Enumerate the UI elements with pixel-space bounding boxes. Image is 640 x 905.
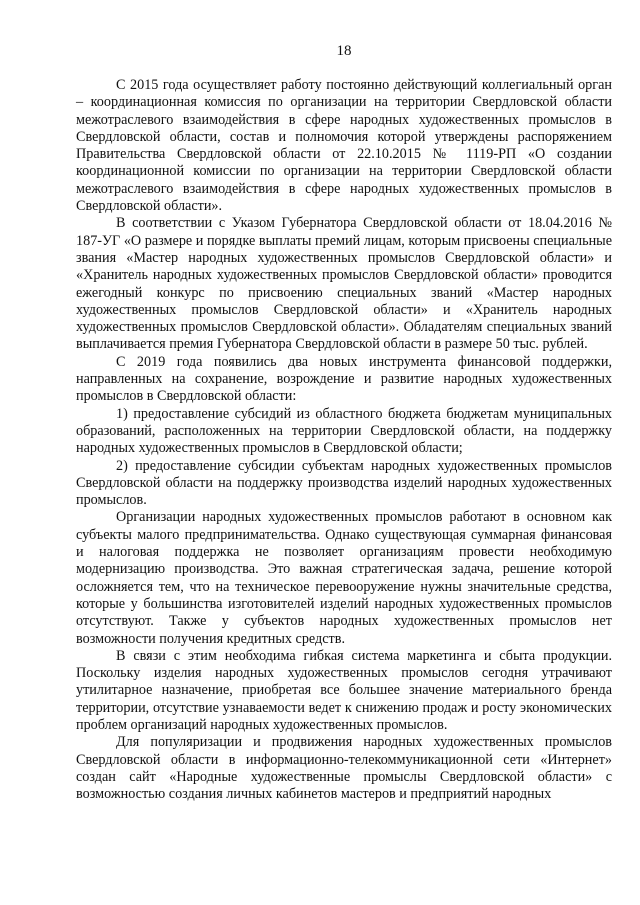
list-item-municipal-subsidies: 1) предоставление субсидий из областного бюджета бюджетам муниципальных образований, расположенных на территории Свердловской области, на поддержку народных художественных промыслов в Свердловской области; — [76, 405, 612, 457]
paragraph-governor-decree: В соответствии с Указом Губернатора Свердловской области от 18.04.2016 № 187-УГ «О размере и порядке выплаты премий лицам, которым присвоены специальные звания «Мастер народных художественных промыслов Свердловской области» и «Хранитель народных художественных промыслов Свердловской области» проводится ежегодный конкурс по присвоению специальных званий «Мастер народных художественных промыслов Свердловской области» и «Хранитель народных художественных промыслов Свердловской области». Обладателям специальных званий выплачивается премия Губернатора Свердловской области в размере 50 тыс. рублей. — [76, 215, 612, 353]
paragraph-coordination-commission: С 2015 года осуществляет работу постоянно действующий коллегиальный орган – координационная комиссия по организации на территории Свердловской области межотраслевого взаимодействия в сфере народных художественных промыслов в Свердловской области, состав и полномочия которой утверждены распоряжением Правительства Свердловской области от 22.10.2015 № 1119-РП «О создании координационной комиссии по организации на территории Свердловской области межотраслевого взаимодействия в сфере народных художественных промыслов в Свердловской области». — [76, 77, 612, 215]
paragraph-marketing: В связи с этим необходима гибкая система маркетинга и сбыта продукции. Поскольку изделия народных художественных промыслов сегодня утрачивают утилитарное назначение, приобретая все большее значение материального бренда территории, отсутствие узнаваемости ведет к снижению продаж и росту экономических проблем организаций народных художественных промыслов. — [76, 647, 612, 733]
paragraph-small-business: Организации народных художественных промыслов работают в основном как субъекты малого предпринимательства. Однако существующая суммарная финансовая и налоговая поддержка не позволяет организациям провести необходимую модернизацию производства. Это важная стратегическая задача, решение которой осложняется тем, что на техническое перевооружение нужны значительные средства, которые у большинства изготовителей изделий народных художественных промыслов отсутствуют. Также у субъектов народных художественных промыслов нет возможности получения кредитных средств. — [76, 509, 612, 647]
paragraph-website: Для популяризации и продвижения народных художественных промыслов Свердловской области в информационно-телекоммуникационной сети «Интернет» создан сайт «Народные художественные промыслы Свердловской области» с возможностью создания личных кабинетов мастеров и предприятий народных — [76, 734, 612, 803]
list-item-producer-subsidies: 2) предоставление субсидии субъектам народных художественных промыслов Свердловской области на поддержку производства изделий народных художественных промыслов. — [76, 457, 612, 509]
page-number: 18 — [336, 43, 352, 59]
document-body — [76, 77, 612, 803]
paragraph-financial-tools: С 2019 года появились два новых инструмента финансовой поддержки, направленных на сохранение, возрождение и развитие народных художественных промыслов в Свердловской области: — [76, 353, 612, 405]
